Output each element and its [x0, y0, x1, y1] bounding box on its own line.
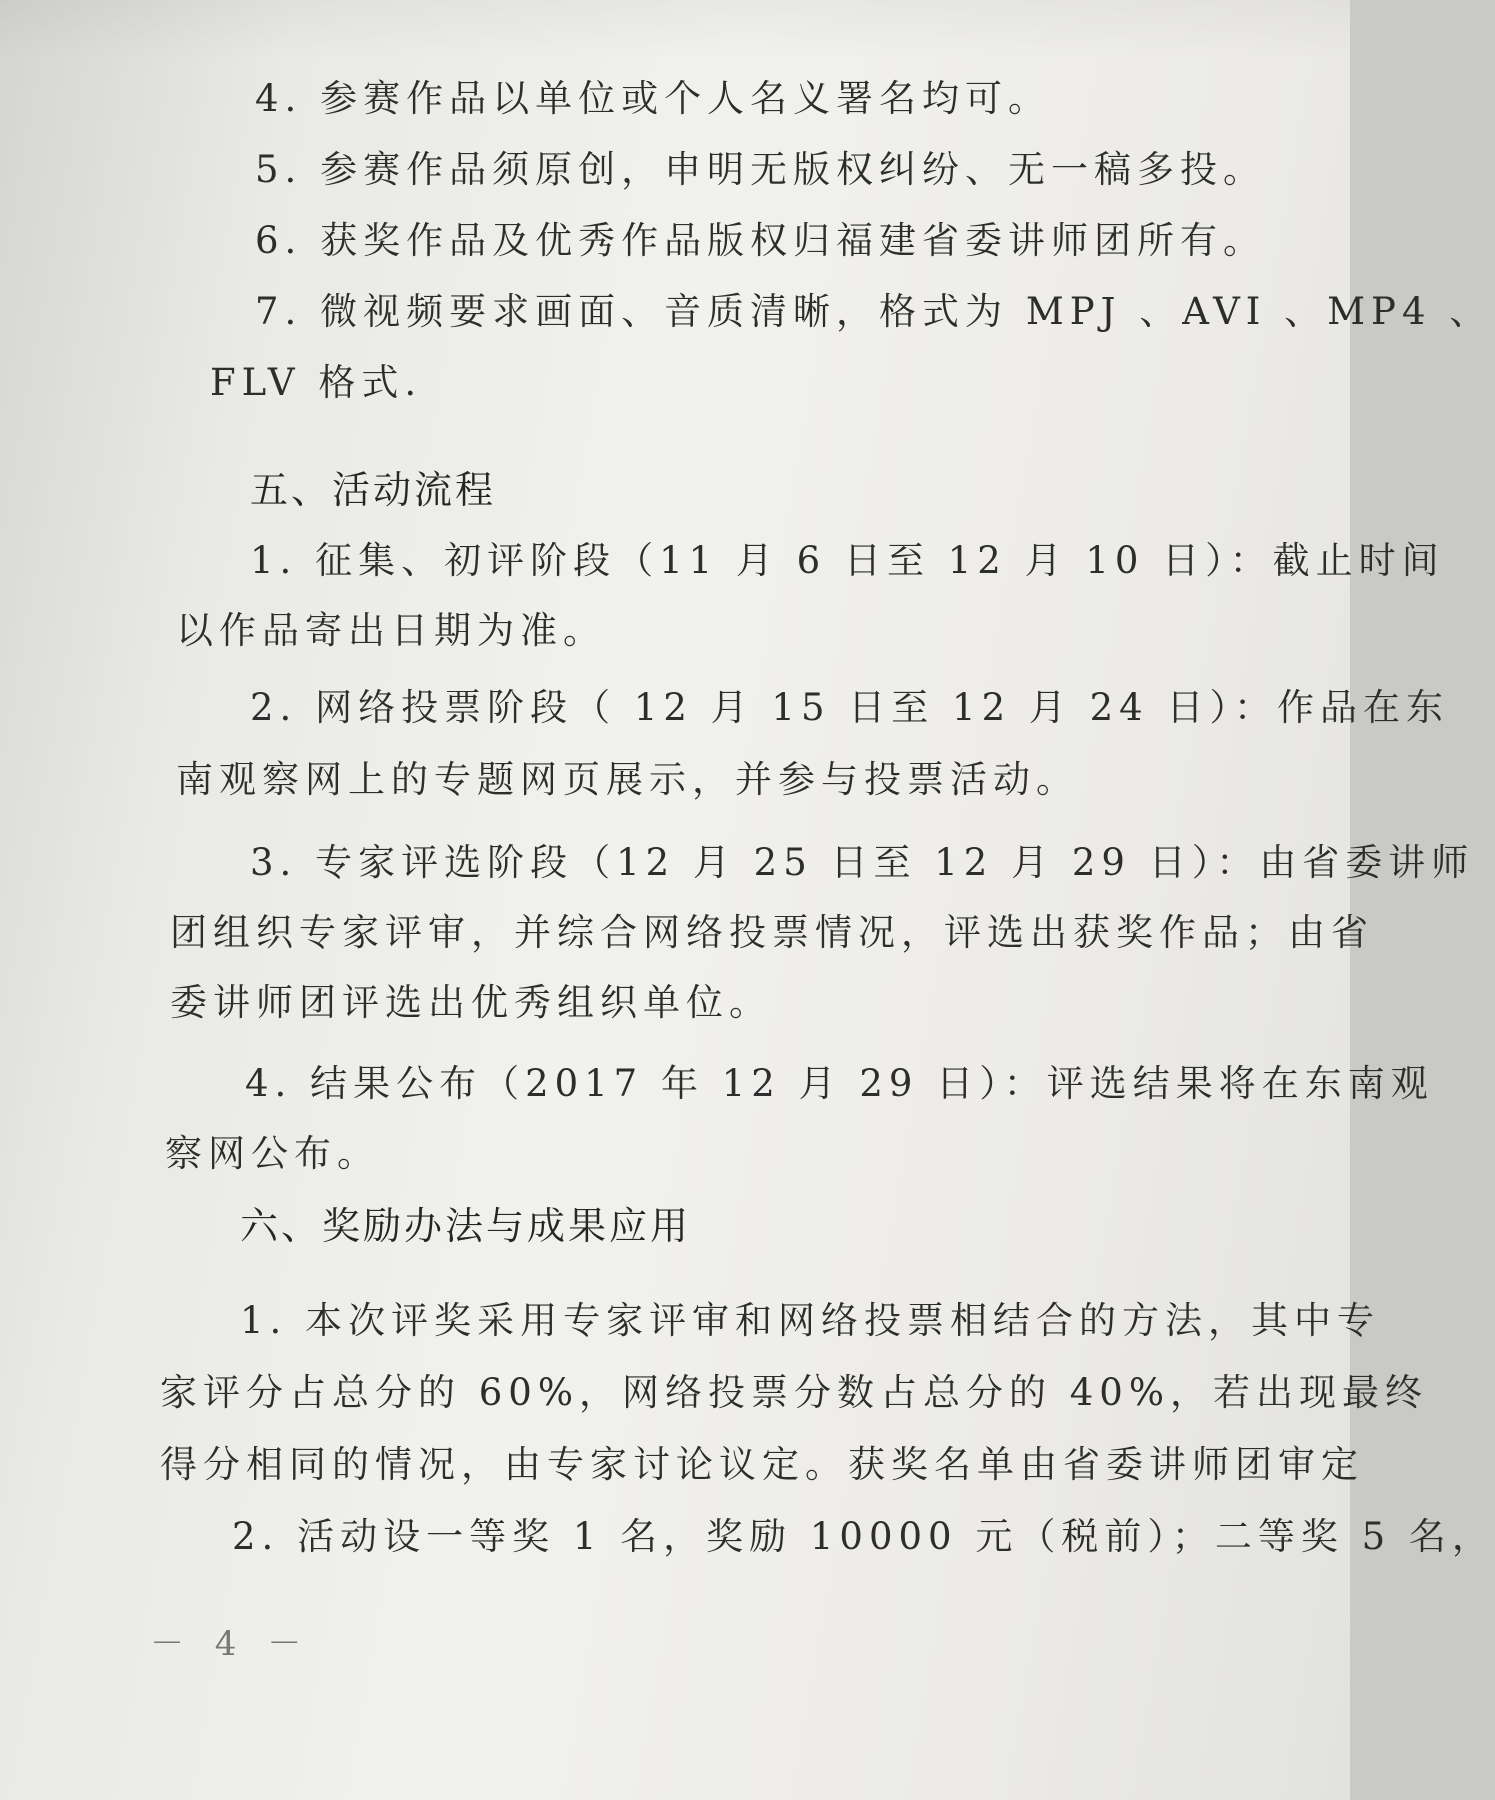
process-step-3: 3. 专家评选阶段（12 月 25 日至 12 月 29 日）：由省委讲师 — [250, 841, 1475, 884]
rule-item-6: 6. 获奖作品及优秀作品版权归福建省委讲师团所有。 — [255, 219, 1267, 262]
rule-item-5: 5. 参赛作品须原创，申明无版权纠纷、无一稿多投。 — [255, 148, 1267, 191]
reward-item-1-cont-2: 得分相同的情况，由专家讨论议定。获奖名单由省委讲师团审定 — [160, 1443, 1364, 1486]
process-step-2: 2. 网络投票阶段（ 12 月 15 日至 12 月 24 日）：作品在东 — [250, 686, 1449, 729]
process-step-3-cont-1: 团组织专家评审，并综合网络投票情况，评选出获奖作品；由省 — [170, 911, 1374, 954]
section-heading-5: 五、活动流程 — [250, 468, 497, 512]
section-heading-6: 六、奖励办法与成果应用 — [240, 1204, 692, 1248]
page-shadow — [0, 0, 1350, 60]
process-step-3-cont-2: 委讲师团评选出优秀组织单位。 — [170, 981, 772, 1024]
page-number: － 4 － — [150, 1624, 312, 1664]
rule-item-4: 4. 参赛作品以单位或个人名义署名均可。 — [255, 77, 1052, 120]
process-step-4: 4. 结果公布（2017 年 12 月 29 日）：评选结果将在东南观 — [245, 1062, 1434, 1105]
process-step-2-cont: 南观察网上的专题网页展示，并参与投票活动。 — [176, 758, 1079, 801]
rule-item-7: 7. 微视频要求画面、音质清晰，格式为 MPJ 、AVI 、MP4 、 — [255, 290, 1493, 333]
reward-item-2: 2. 活动设一等奖 1 名，奖励 10000 元（税前）；二等奖 5 名， — [232, 1515, 1495, 1558]
reward-item-1: 1. 本次评奖采用专家评审和网络投票相结合的方法，其中专 — [240, 1299, 1381, 1342]
process-step-4-cont: 察网公布。 — [165, 1132, 380, 1175]
process-step-1-cont: 以作品寄出日期为准。 — [176, 609, 606, 652]
reward-item-1-cont-1: 家评分占总分的 60%，网络投票分数占总分的 40%，若出现最终 — [160, 1371, 1428, 1414]
rule-item-7-cont: FLV 格式. — [210, 361, 423, 404]
process-step-1: 1. 征集、初评阶段（11 月 6 日至 12 月 10 日）：截止时间 — [250, 539, 1445, 582]
